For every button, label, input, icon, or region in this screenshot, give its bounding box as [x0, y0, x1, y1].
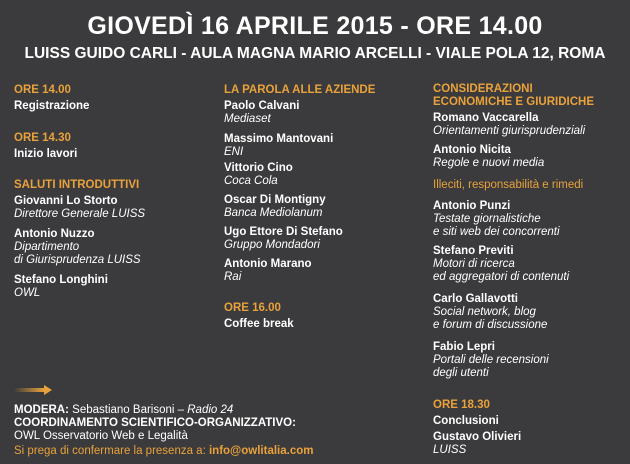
speaker-name: Oscar Di Montigny: [224, 194, 326, 206]
speaker-name: Carlo Gallavotti: [433, 293, 518, 305]
greetings-section: [14, 179, 145, 300]
speaker-name: Antonio Nuzzo: [14, 228, 95, 240]
time-label: ORE 16.00: [224, 302, 281, 314]
speaker-role: OWL: [14, 287, 41, 299]
schedule-start: [14, 132, 77, 161]
session-title: Coffee break: [224, 318, 294, 330]
moderator-label: MODERA:: [14, 404, 69, 416]
section-heading: SALUTI INTRODUTTIVI: [14, 179, 140, 191]
speaker-name: Antonio Punzi: [433, 200, 511, 212]
speaker-topic: Motori di ricerca: [433, 258, 515, 270]
speaker-topic: Portali delle recensioni: [433, 354, 549, 366]
speaker-name: Ugo Ettore Di Stefano: [224, 226, 343, 238]
moderator-name: Sebastiano Barisoni: [72, 404, 175, 416]
schedule-registration: [14, 84, 89, 113]
time-label: ORE 18.30: [433, 399, 490, 411]
separator: –: [174, 404, 188, 416]
rsvp-line: [14, 445, 313, 458]
speaker-topic: Regole e nuovi media: [433, 157, 545, 169]
speaker-name: Gustavo Olivieri: [433, 431, 522, 443]
session-title: Inizio lavori: [14, 148, 78, 160]
speaker-topic: Social network, blog: [433, 306, 536, 318]
section-heading: CONSIDERAZIONI: [433, 83, 533, 95]
moderator-line: [14, 404, 313, 417]
event-title: GIOVEDÌ 16 APRILE 2015 - ORE 14.00: [87, 12, 543, 40]
speaker-name: Fabio Lepri: [433, 341, 495, 353]
speaker-role: di Giurisprudenza LUISS: [14, 254, 141, 266]
event-venue: LUISS GUIDO CARLI - AULA MAGNA MARIO ARCELLI - VIALE POLA 12, ROMA: [24, 45, 606, 62]
speaker-org: Coca Cola: [224, 175, 278, 187]
section-heading: ECONOMICHE E GIURIDICHE: [433, 96, 595, 108]
coordination-org: OWL Osservatorio Web e Legalità: [14, 430, 188, 442]
speaker-org: Gruppo Mondadori: [224, 239, 320, 251]
arrow-icon: [14, 385, 52, 395]
speaker-topic: e siti web dei concorrenti: [433, 226, 560, 238]
speaker-name: Vittorio Cino: [224, 162, 293, 174]
speaker-name: Giovanni Lo Storto: [14, 195, 118, 207]
speaker-name: Stefano Longhini: [14, 274, 108, 286]
speaker-topic: ed aggregatori di contenuti: [433, 271, 570, 283]
speaker-org: ENI: [224, 146, 244, 158]
speaker-topic: Orientamenti giurisprudenziali: [433, 125, 586, 137]
moderator-org: Radio 24: [187, 404, 234, 416]
schedule-break: [224, 302, 294, 331]
rsvp-text: Si prega di confermare la presenza a:: [14, 445, 209, 457]
subsection-heading: Illeciti, responsabilità e rimedi: [433, 179, 584, 191]
companies-section: [224, 84, 375, 284]
rsvp-email-link[interactable]: info@owlitalia.com: [208, 445, 314, 457]
session-title: Conclusioni: [433, 415, 499, 427]
speaker-topic: degli utenti: [433, 367, 489, 379]
considerations-section: [433, 83, 594, 380]
speaker-name: Paolo Calvani: [224, 100, 300, 112]
speaker-topic: Testate giornalistiche: [433, 213, 541, 225]
time-label: ORE 14.30: [14, 132, 71, 144]
speaker-name: Massimo Mantovani: [224, 133, 334, 145]
footer-info: [14, 404, 313, 458]
coordination-label: COORDINAMENTO SCIENTIFICO-ORGANIZZATIVO:: [14, 417, 296, 429]
schedule-conclusions: [433, 399, 521, 457]
speaker-role: Dipartimento: [14, 241, 80, 253]
speaker-org: LUISS: [433, 444, 467, 456]
speaker-role: Direttore Generale LUISS: [14, 208, 146, 220]
section-heading: LA PAROLA ALLE AZIENDE: [224, 84, 376, 96]
speaker-name: Romano Vaccarella: [433, 112, 539, 124]
time-label: ORE 14.00: [14, 84, 71, 96]
speaker-name: Antonio Nicita: [433, 144, 511, 156]
speaker-name: Stefano Previti: [433, 245, 514, 257]
speaker-org: Mediaset: [224, 113, 271, 125]
speaker-org: Banca Mediolanum: [224, 207, 323, 219]
speaker-name: Antonio Marano: [224, 258, 312, 270]
speaker-org: Rai: [224, 271, 242, 283]
speaker-topic: e forum di discussione: [433, 319, 548, 331]
session-title: Registrazione: [14, 100, 90, 112]
